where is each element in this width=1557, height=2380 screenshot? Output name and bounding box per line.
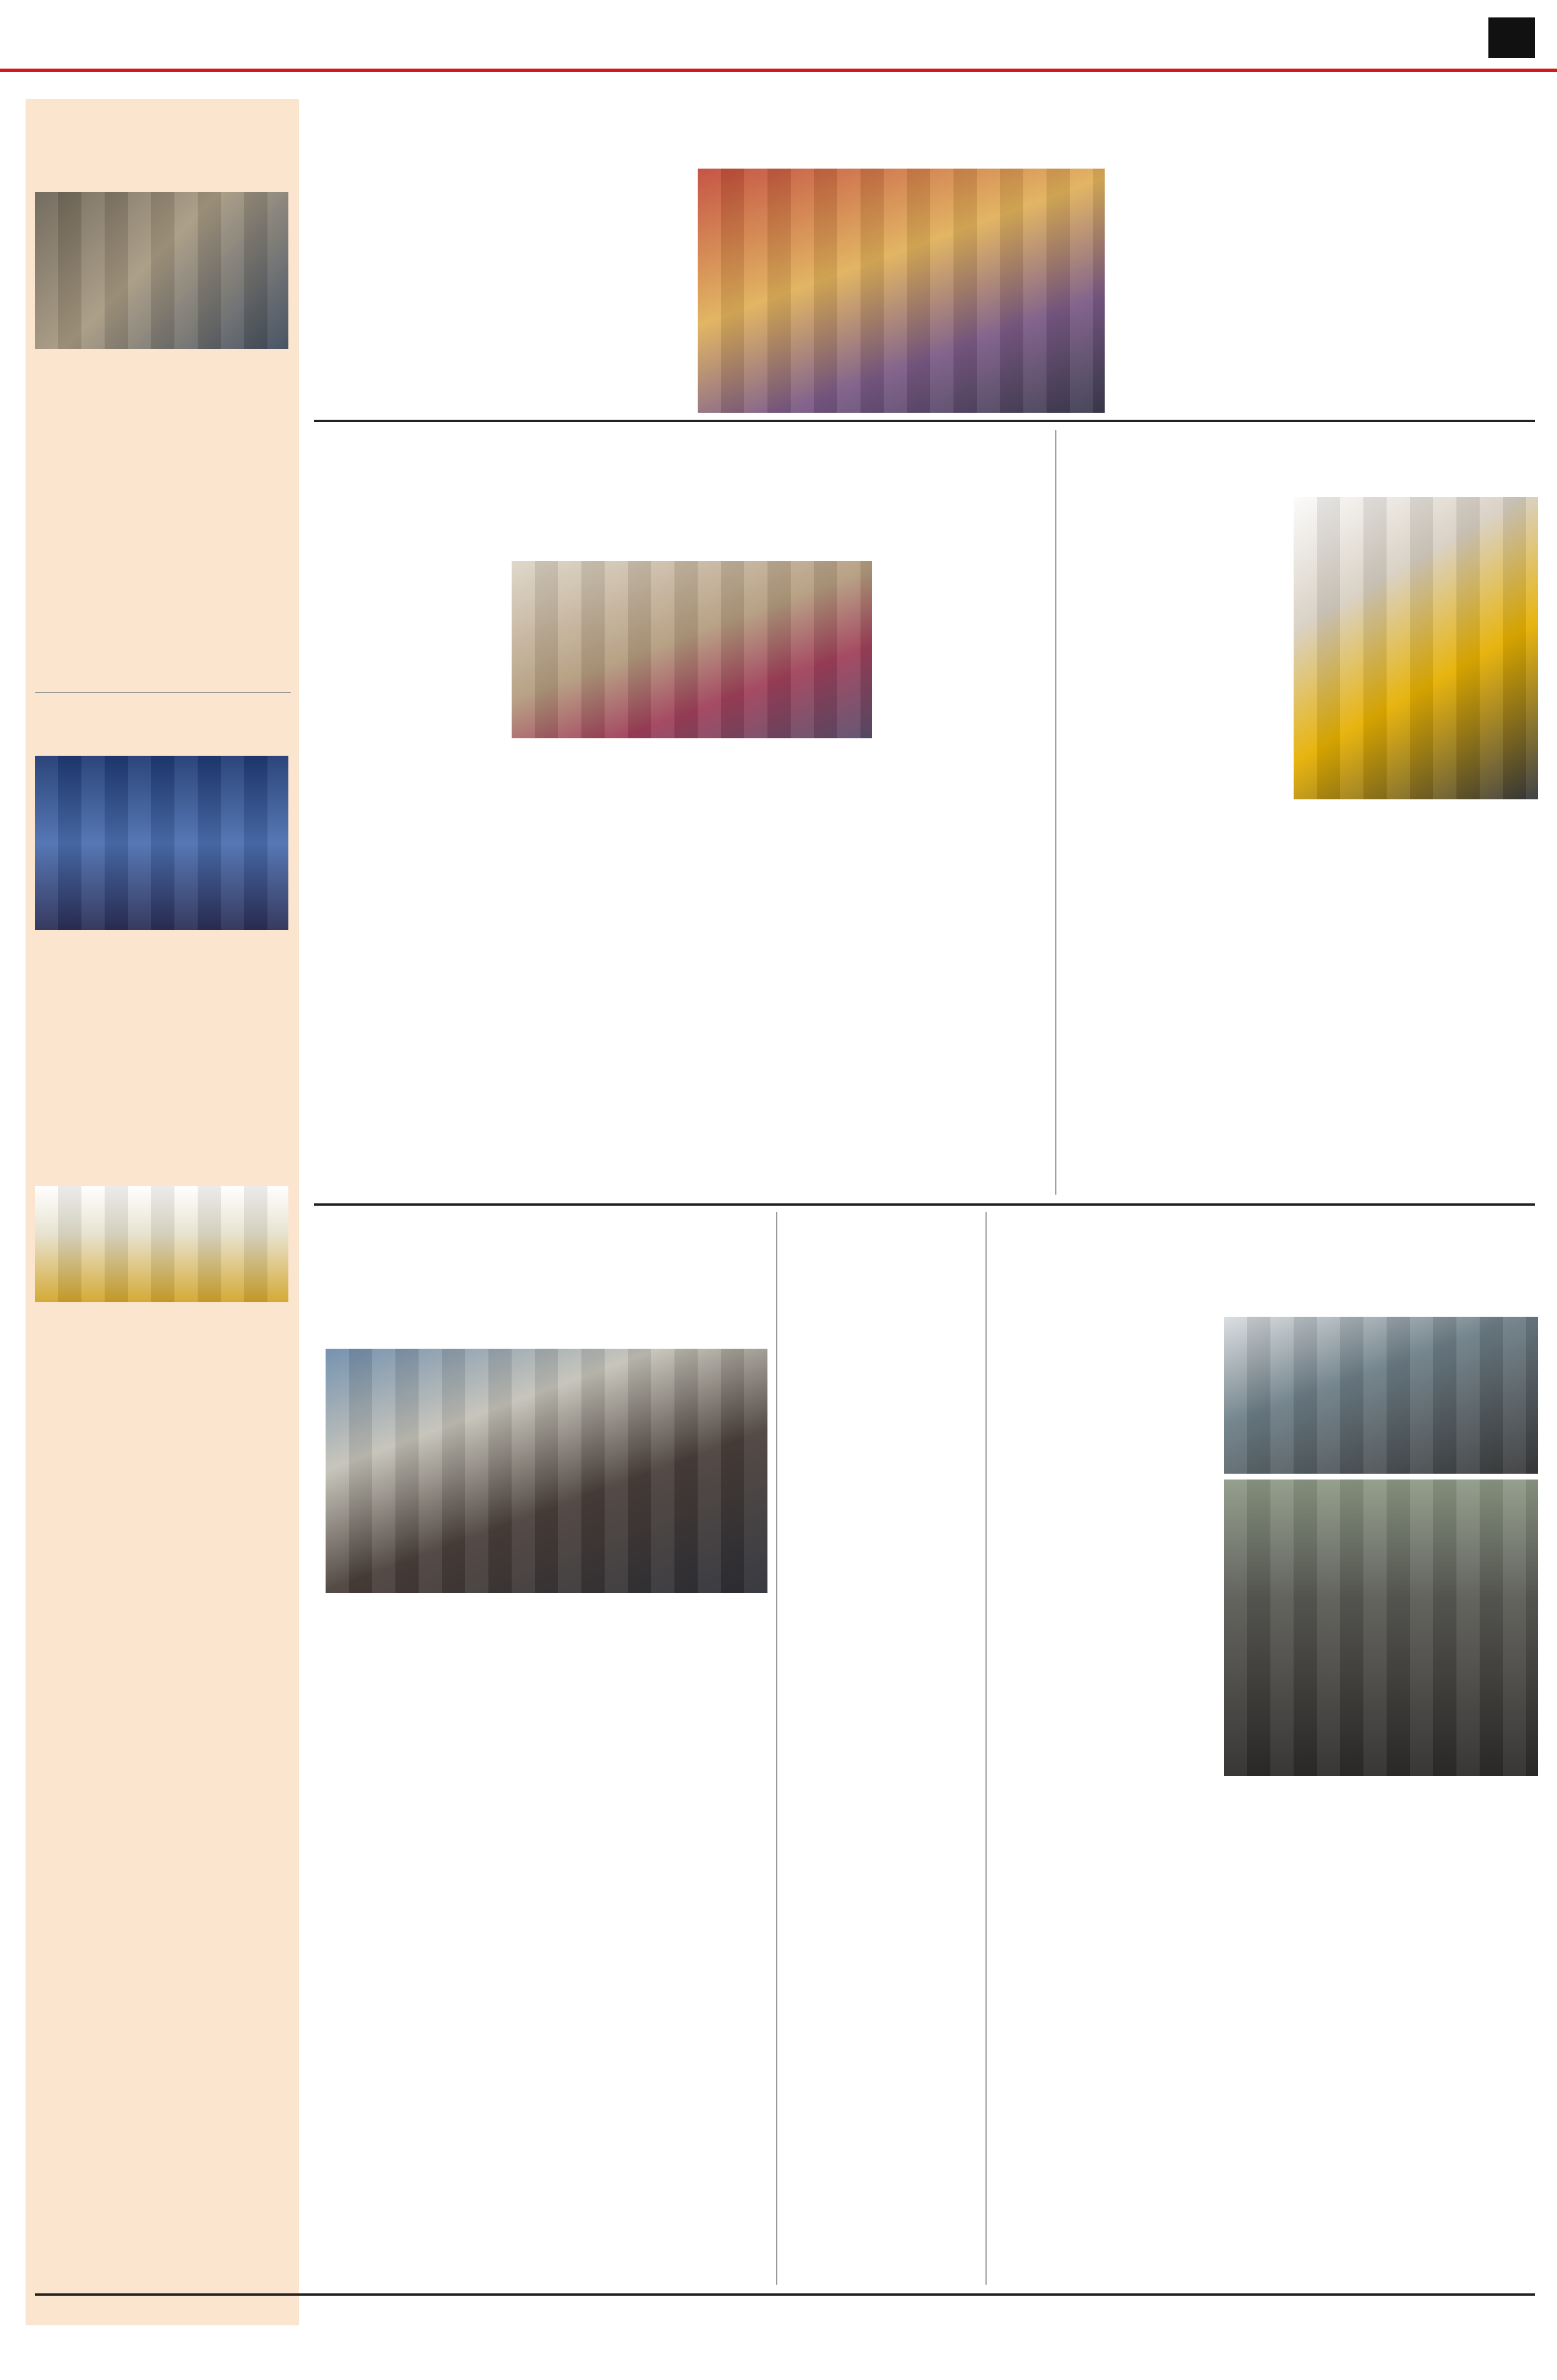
vayu-col-1 (326, 607, 500, 1195)
vote-photo (326, 1349, 767, 1593)
brief-2-photo (35, 756, 288, 930)
ram-col-2 (512, 169, 686, 413)
vayu-col-3 (698, 747, 872, 1195)
police-photo-2 (1224, 1480, 1538, 1776)
masthead (0, 0, 1557, 72)
police-col-1 (994, 1360, 1215, 2285)
school-col-1 (1070, 541, 1285, 1198)
brief-3-body (35, 1366, 291, 1692)
divider (314, 420, 1535, 422)
column-divider (776, 1212, 777, 2285)
divider (35, 692, 291, 693)
vayu-col-2 (512, 747, 686, 1195)
ram-col-3 (1116, 169, 1308, 413)
column-divider (1055, 430, 1056, 1195)
ram-photo (698, 169, 1105, 413)
ram-col-1 (326, 227, 500, 413)
brief-3-photo (35, 1186, 288, 1302)
school-col-2 (1294, 805, 1538, 1200)
brief-1-photo (35, 192, 288, 349)
page-number (1488, 17, 1535, 58)
column-divider (985, 1212, 987, 2285)
school-photo (1294, 497, 1538, 799)
police-photo-1 (1224, 1317, 1538, 1474)
divider (314, 1203, 1535, 1206)
vayu-col-4 (881, 561, 1049, 1195)
police-col-3 (1384, 1785, 1538, 2285)
brief-1-body (35, 355, 291, 686)
vote-col-2 (547, 1602, 767, 2285)
brief-2-body (35, 936, 291, 1174)
police-col-2 (1224, 1785, 1375, 2285)
vayu-photo (512, 561, 872, 738)
child-col-1 (785, 1270, 977, 2285)
vote-col-1 (326, 1639, 535, 2285)
divider (35, 2293, 1535, 2296)
ram-col-4 (1320, 169, 1535, 413)
